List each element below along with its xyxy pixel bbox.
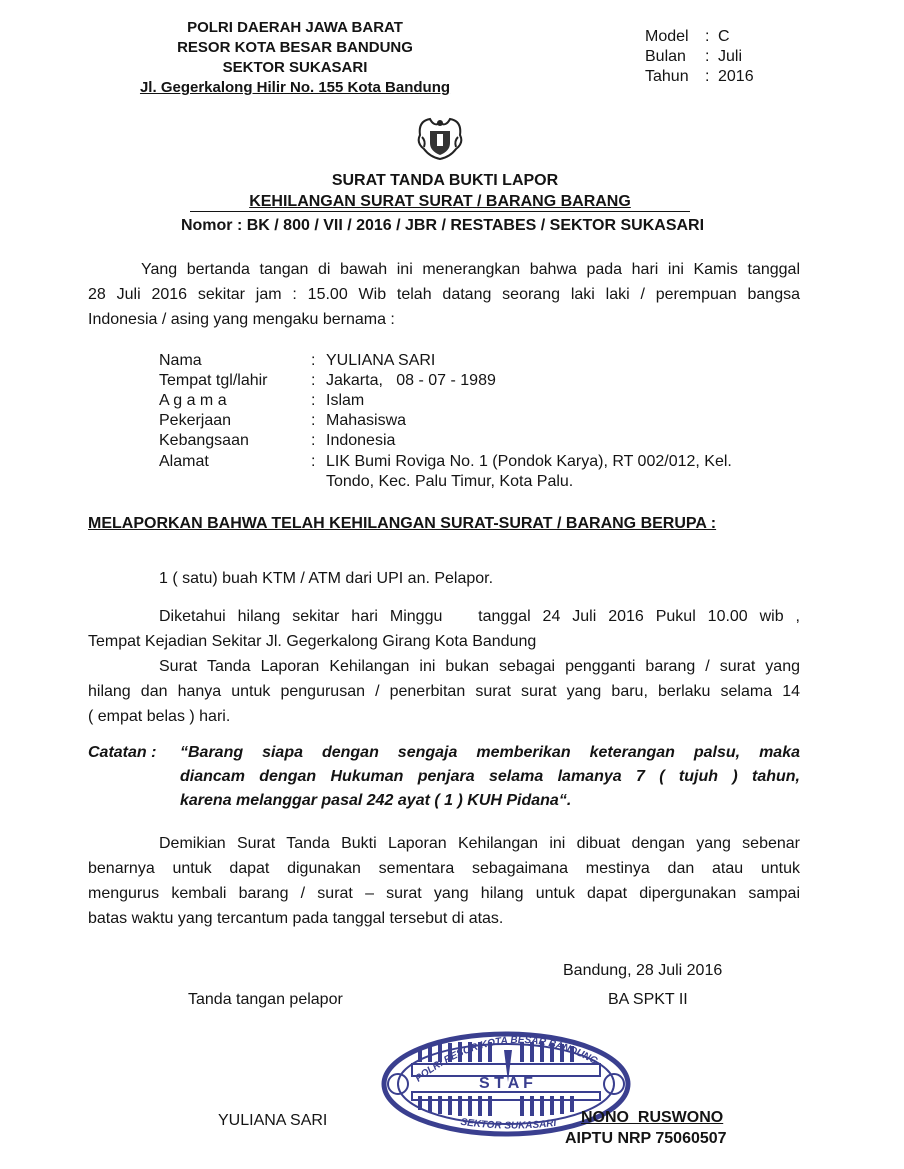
closing-line-2: benarnya untuk dapat digunakan sementara sebagaimana mestinya dan atau untuk xyxy=(88,860,800,877)
details-line-3: Surat Tanda Laporan Kehilangan ini bukan sebagai pengganti barang / surat yang xyxy=(159,658,800,675)
identity-label: Alamat xyxy=(159,453,209,470)
meta-tahun-label: Tahun xyxy=(645,68,689,85)
signature-place-date: Bandung, 28 Juli 2016 xyxy=(563,962,723,979)
identity-colon: : xyxy=(311,432,316,449)
identity-label: Nama xyxy=(159,352,202,369)
meta-bulan-label: Bulan xyxy=(645,48,686,65)
subtitle-underline xyxy=(190,211,690,212)
details-line-5: ( empat belas ) hari. xyxy=(88,708,231,725)
details-line-1: Diketahui hilang sekitar hari Minggu tanggal 24 Juli 2016 Pukul 10.00 wib , xyxy=(159,608,800,625)
identity-value: YULIANA SARI xyxy=(326,352,436,369)
identity-value: Jakarta, 08 - 07 - 1989 xyxy=(326,372,496,389)
meta-tahun-value: 2016 xyxy=(718,68,754,85)
identity-colon: : xyxy=(311,372,316,389)
identity-label: Pekerjaan xyxy=(159,412,232,429)
officer-title: BA SPKT II xyxy=(608,991,688,1008)
identity-colon: : xyxy=(311,412,316,429)
meta-model-value: C xyxy=(718,28,730,45)
identity-value: Indonesia xyxy=(326,432,396,449)
identity-colon: : xyxy=(311,453,316,470)
document-subtitle xyxy=(190,192,690,212)
police-emblem-icon xyxy=(414,113,466,163)
details-line-2: Tempat Kejadian Sekitar Jl. Gegerkalong Girang Kota Bandung xyxy=(88,633,537,650)
letterhead-line-3: SEKTOR SUKASARI xyxy=(222,59,368,76)
letterhead-address: Jl. Gegerkalong Hilir No. 155 Kota Bandung xyxy=(139,79,451,96)
form-meta: Model : C Bulan : Juli Tahun : 2016 xyxy=(645,28,754,85)
closing-line-3: mengurus kembali barang / surat – surat yang hilang untuk dapat dipergunakan sampai xyxy=(88,885,800,902)
report-heading: MELAPORKAN BAHWA TELAH KEHILANGAN SURAT-SURAT / BARANG BERUPA : xyxy=(88,515,717,532)
closing-line-4: batas waktu yang tercantum pada tanggal tersebut di atas. xyxy=(88,910,504,927)
identity-label: Kebangsaan xyxy=(159,432,249,449)
stamp-bottom-text: SEKTOR SUKASARI xyxy=(459,1116,557,1132)
intro-line-3: Indonesia / asing yang mengaku bernama : xyxy=(88,311,395,328)
reporter-name: YULIANA SARI xyxy=(218,1112,328,1129)
stamp-center-text: S T A F xyxy=(479,1075,533,1092)
identity-label: Tempat tgl/lahir xyxy=(159,372,268,389)
intro-line-2: 28 Juli 2016 sekitar jam : 15.00 Wib telah datang seorang laki laki / perempuan bangsa xyxy=(88,286,800,303)
note-line-1: “Barang siapa dengan sengaja memberikan keterangan palsu, maka xyxy=(180,744,800,761)
details-line-4: hilang dan hanya untuk pengurusan / penerbitan surat surat yang baru, berlaku selama 14 xyxy=(88,683,800,700)
note-line-3: karena melanggar pasal 242 ayat ( 1 ) KUH Pidana“. xyxy=(180,792,572,809)
svg-text:SEKTOR SUKASARI xyxy=(460,1117,557,1132)
note-line-2: diancam dengan Hukuman penjara selama lamanya 7 ( tujuh ) tahun, xyxy=(180,768,800,785)
identity-value: Mahasiswa xyxy=(326,412,407,429)
stamp-top-text: POLRI RESOR KOTA BESAR BANDUNG xyxy=(413,1034,600,1085)
officer-name: NONO RUSWONO xyxy=(581,1109,724,1126)
subtitle-text: KEHILANGAN SURAT SURAT / BARANG BARANG xyxy=(249,193,631,210)
officer-rank: AIPTU NRP 75060507 xyxy=(565,1130,727,1147)
lost-item: 1 ( satu) buah KTM / ATM dari UPI an. Pelapor. xyxy=(159,570,494,587)
identity-value: Tondo, Kec. Palu Timur, Kota Palu. xyxy=(326,473,574,490)
document-title: SURAT TANDA BUKTI LAPOR xyxy=(331,172,559,189)
identity-label: A g a m a xyxy=(159,392,227,409)
intro-line-1: Yang bertanda tangan di bawah ini menerangkan bahwa pada hari ini Kamis tanggal xyxy=(141,261,800,278)
identity-value: Islam xyxy=(326,392,365,409)
letterhead-line-2: RESOR KOTA BESAR BANDUNG xyxy=(177,39,413,56)
meta-bulan-value: Juli xyxy=(718,48,743,65)
closing-line-1: Demikian Surat Tanda Bukti Laporan Kehilangan ini dibuat dengan yang sebenar xyxy=(159,835,800,852)
letterhead xyxy=(95,18,495,98)
document-number: Nomor : BK / 800 / VII / 2016 / JBR / RESTABES / SEKTOR SUKASARI xyxy=(180,217,705,234)
reporter-signature-label: Tanda tangan pelapor xyxy=(188,991,343,1008)
identity-value: LIK Bumi Roviga No. 1 (Pondok Karya), RT 002/012, Kel. xyxy=(326,453,732,470)
identity-colon: : xyxy=(311,392,316,409)
letterhead-line-1: POLRI DAERAH JAWA BARAT xyxy=(187,19,403,36)
meta-model-label: Model xyxy=(645,28,689,45)
note-label: Catatan : xyxy=(88,744,157,761)
identity-colon: : xyxy=(311,352,316,369)
